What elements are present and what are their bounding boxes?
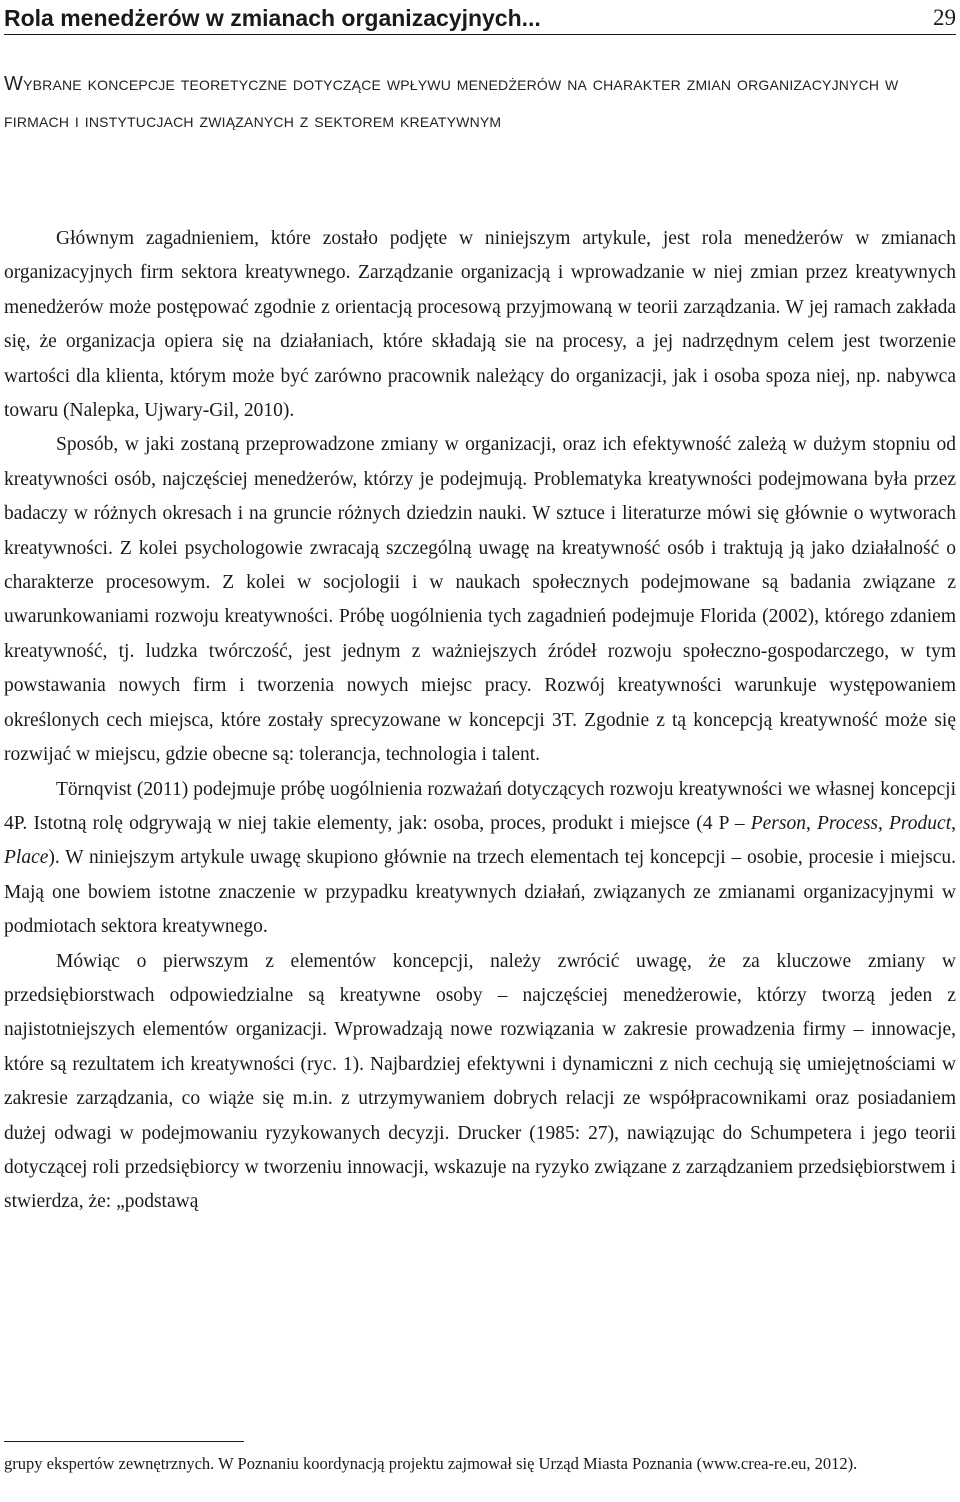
paragraph-3-part-a: Törnqvist (2011) podejmuje próbę uogólnienia rozważań dotyczących rozwoju kreatywności we własnej koncepcji 4P. Istotną rolę odgrywają w niej takie elementy, jak: osoba, proces, produkt i miejsce (4 P –: [4, 778, 956, 834]
paragraph-1: Głównym zagadnieniem, które zostało podjęte w niniejszym artykule, jest rola menedżerów w zmianach organizacyjnych firm sektora kreatywnego. Zarządzanie organizacją i wprowadzanie w niej zmian przez kreatywnych menedżerów może postępować zgodnie z orientacją procesową przyjmowaną w teorii zarządzania. W jej ramach zakłada się, że organizacja opiera się na działaniach, które składają sie na procesy, a jej nadrzędnym celem jest tworzenie wartości dla klienta, którym może być zarówno pracownik należący do organizacji, jak i osoba spoza niej, np. nabywca towaru (Nalepka, Ujwary-Gil, 2010).: [4, 228, 956, 422]
term-separator: ,: [805, 812, 817, 834]
body-text: [4, 222, 956, 1220]
term-separator: ,: [878, 812, 890, 834]
paragraph-3-part-b: ). W niniejszym artykule uwagę skupiono głównie na trzech elementach tej koncepcji – osobie, procesie i miejscu. Mają one bowiem istotne znaczenie w przypadku kreatywnych działań, związanych ze zmianami organizacyjnymi w podmiotach sektora kreatywnego.: [4, 847, 956, 938]
term-place: Place: [4, 847, 49, 869]
paragraph-4: Mówiąc o pierwszym z elementów koncepcji, należy zwrócić uwagę, że za kluczowe zmiany w przedsiębiorstwach odpowiedzialne są kreatywne osoby – najczęściej menedżerowie, którzy tworzą jeden z najistotniejszych elementów organizacji. Wprowadzają nowe rozwiązania w zakresie prowadzenia firmy – innowacje, które są rezultatem ich kreatywności (ryc. 1). Najbardziej efektywni i dynamiczni z nich cechują się umiejętnościami w zakresie zarządzania, co wiąże się m.in. z utrzymywaniem dobrych relacji ze współpracownikami oraz posiadaniem dużej odwagi w podejmowaniu ryzykowanych decyzji. Drucker (1985: 27), nawiązując do Schumpetera i jego teorii dotyczącej roli przedsiębiorcy w tworzeniu innowacji, wskazuje na ryzyko związane z zarządzaniem przedsiębiorstwem i stwierdza, że: „podstawą: [4, 950, 956, 1213]
page-number: 29: [933, 5, 956, 30]
running-header: [4, 2, 956, 35]
term-person: Person: [750, 812, 806, 834]
term-separator: ,: [951, 812, 956, 834]
term-product: Product: [889, 812, 952, 834]
paragraph-2: Sposób, w jaki zostaną przeprowadzone zmiany w organizacji, oraz ich efektywność zależą w dużym stopniu od kreatywności osób, najczęściej menedżerów, którzy je podejmują. Problematyka kreatywności podejmowana była przez badaczy w różnych okresach i na gruncie różnych dziedzin nauki. W sztuce i literaturze mówi się głównie o wytworach kreatywności. Z kolei psychologowie zwracają szczególną uwagę na kreatywność osób i traktują ją jako działalność o charakterze procesowym. Z kolei w socjologii i w naukach społecznych podejmowane są badania związane z uwarunkowaniami rozwoju kreatywności. Próbę uogólnienia tych zagadnień podejmuje Florida (2002), którego zdaniem kreatywność, tj. ludzka twórczość, jest jednym z ważniejszych źródeł rozwoju społeczno-gospodarczego, w tym powstawania nowych firm i tworzenia nowych miejsc pracy. Rozwój kreatywności warunkuje występowaniem określonych cech miejsca, które zostały sprecyzowane w koncepcji 3T. Zgodnie z tą koncepcją kreatywność może się rozwijać w miejscu, gdzie obecne są: tolerancja, technologia i talent.: [4, 434, 956, 766]
footnote: grupy ekspertów zewnętrznych. W Poznaniu koordynacją projektu zajmował się Urząd Miasta Poznania (www.crea-re.eu, 2012).: [4, 1454, 858, 1473]
term-process: Process: [816, 812, 878, 834]
section-heading: Wybrane koncepcje teoretyczne dotyczące wpływu menedżerów na charakter zmian organizacyjnych w firmach i instytucjach związanych z sektorem kreatywnym: [4, 73, 899, 132]
running-title: Rola menedżerów w zmianach organizacyjnych...: [4, 4, 541, 31]
paragraph-3: [4, 773, 956, 945]
footnote-rule: [4, 1441, 244, 1442]
